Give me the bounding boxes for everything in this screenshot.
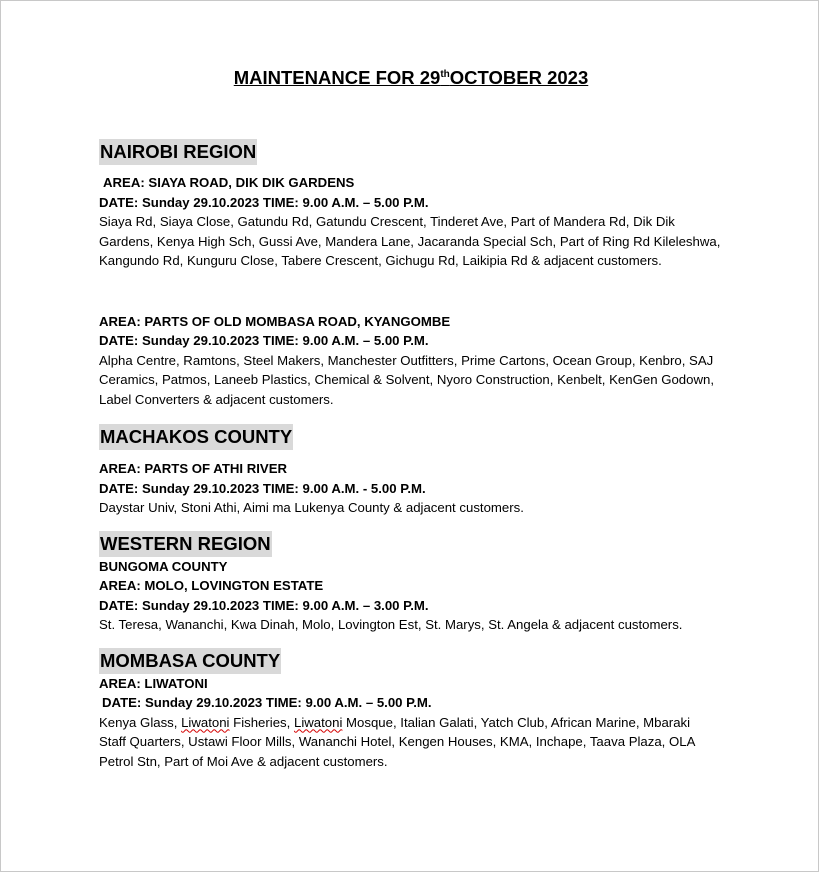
document-title xyxy=(99,65,723,91)
machakos-area-title: AREA: PARTS OF ATHI RIVER xyxy=(99,461,288,476)
nairobi-area1-date: DATE: Sunday 29.10.2023 TIME: 9.00 A.M. – 5.00 P.M. xyxy=(99,194,429,210)
document-content xyxy=(99,65,739,771)
heading-mombasa-county: MOMBASA COUNTY xyxy=(99,648,281,674)
mombasa-area-title: AREA: LIWATONI xyxy=(99,675,208,691)
western-county: BUNGOMA COUNTY xyxy=(99,558,228,574)
western-area-title: AREA: MOLO, LOVINGTON ESTATE xyxy=(99,578,324,593)
mombasa-customers xyxy=(99,713,739,772)
nairobi-area1-customers xyxy=(99,212,739,271)
nairobi-area2-title: AREA: PARTS OF OLD MOMBASA ROAD, KYANGOMBE xyxy=(99,313,451,329)
paragraph-line: Ceramics, Patmos, Laneeb Plastics, Chemical & Solvent, Nyoro Construction, Kenbelt, KenGen Godown, xyxy=(99,372,714,387)
mombasa-date: DATE: Sunday 29.10.2023 TIME: 9.00 A.M. – 5.00 P.M. xyxy=(102,695,432,710)
spellcheck-word: Liwatoni xyxy=(293,714,343,730)
paragraph-line: Gardens, Kenya High Sch, Gussi Ave, Mandera Lane, Jacaranda Special Sch, Part of Ring Rd Kileleshwa, xyxy=(99,233,721,249)
western-date: DATE: Sunday 29.10.2023 TIME: 9.00 A.M. – 3.00 P.M. xyxy=(99,597,429,613)
machakos-customers xyxy=(99,498,739,518)
paragraph-line xyxy=(99,713,739,733)
paragraph-line: Label Converters & adjacent customers. xyxy=(99,391,334,407)
paragraph-line: St. Teresa, Wananchi, Kwa Dinah, Molo, Lovington Est, St. Marys, St. Angela & adjacent customers. xyxy=(99,617,683,632)
nairobi-area1-title: AREA: SIAYA ROAD, DIK DIK GARDENS xyxy=(103,175,355,190)
title-prefix: MAINTENANCE FOR 29 xyxy=(233,67,441,88)
text-run: Mosque, Italian Galati, Yatch Club, African Marine, Mbaraki xyxy=(342,714,691,730)
text-run: Fisheries, xyxy=(229,714,294,730)
title-suffix: OCTOBER 2023 xyxy=(449,67,589,88)
title-superscript: th xyxy=(440,68,450,80)
spellcheck-word: Liwatoni xyxy=(181,714,230,730)
heading-nairobi-region: NAIROBI REGION xyxy=(99,139,257,165)
nairobi-area2-date: DATE: Sunday 29.10.2023 TIME: 9.00 A.M. – 5.00 P.M. xyxy=(99,333,429,348)
paragraph-line: Siaya Rd, Siaya Close, Gatundu Rd, Gatundu Crescent, Tinderet Ave, Part of Mandera Rd, Dik Dik xyxy=(99,214,675,229)
paragraph-line: Petrol Stn, Part of Moi Ave & adjacent customers. xyxy=(99,753,388,769)
heading-machakos-county: MACHAKOS COUNTY xyxy=(99,424,293,450)
heading-western-region: WESTERN REGION xyxy=(99,531,272,557)
machakos-date: DATE: Sunday 29.10.2023 TIME: 9.00 A.M. - 5.00 P.M. xyxy=(99,480,426,496)
paragraph-line: Kangundo Rd, Kunguru Close, Tabere Crescent, Gichugu Rd, Laikipia Rd & adjacent customers. xyxy=(99,253,662,268)
western-customers xyxy=(99,615,739,635)
text-run: Kenya Glass, xyxy=(99,714,182,730)
paragraph-line: Staff Quarters, Ustawi Floor Mills, Wananchi Hotel, Kengen Houses, KMA, Inchape, Taava Plaza, OLA xyxy=(99,734,696,749)
paragraph-line: Alpha Centre, Ramtons, Steel Makers, Manchester Outfitters, Prime Cartons, Ocean Group, Kenbro, SAJ xyxy=(99,352,714,368)
nairobi-area2-customers xyxy=(99,351,739,410)
paragraph-line: Daystar Univ, Stoni Athi, Aimi ma Lukenya County & adjacent customers. xyxy=(99,500,524,515)
